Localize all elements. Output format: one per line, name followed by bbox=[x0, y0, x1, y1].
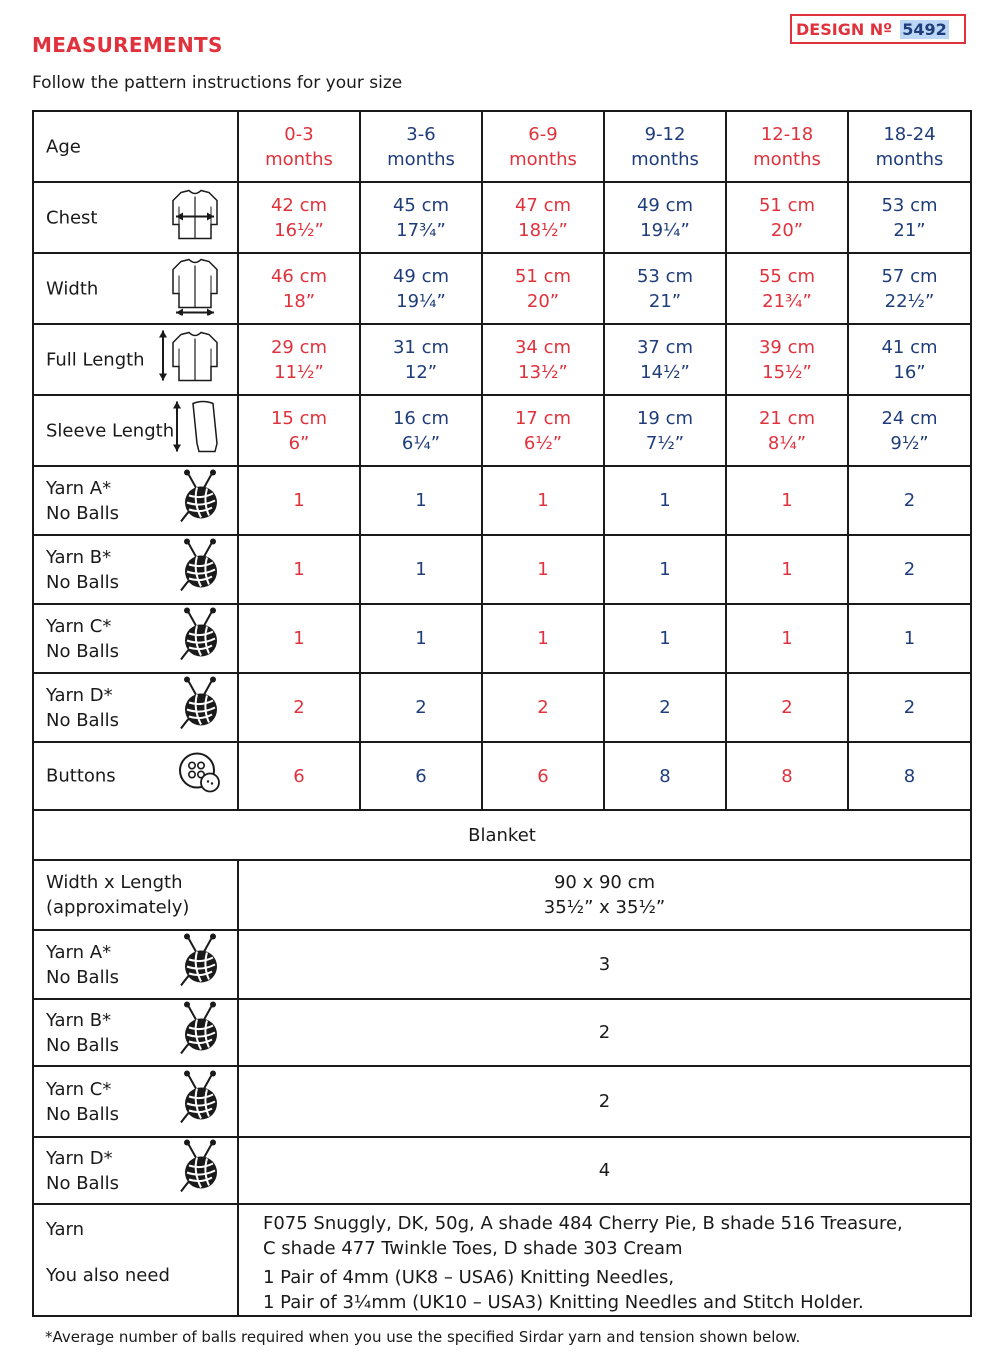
size-header bbox=[482, 111, 604, 182]
blanket-balls-cell: 3 bbox=[238, 930, 971, 999]
measure-cell: 16 cm 6¼” bbox=[360, 395, 482, 466]
balls-cell: 2 bbox=[238, 673, 360, 742]
balls-cell: 1 bbox=[726, 604, 848, 673]
size-range: 9-12 bbox=[644, 123, 686, 145]
materials-row bbox=[33, 1204, 971, 1316]
row-label: Yarn C* No Balls bbox=[46, 615, 119, 662]
length-cardigan-icon bbox=[159, 326, 223, 393]
blanket-size-row bbox=[33, 860, 971, 930]
measure-cell: 47 cm 18½” bbox=[482, 182, 604, 253]
yarn-c-row bbox=[33, 604, 971, 673]
yarn-ball-icon bbox=[177, 538, 223, 601]
blanket-balls-cell: 2 bbox=[238, 999, 971, 1066]
measure-cell: 49 cm 19¼” bbox=[604, 182, 726, 253]
size-unit: months bbox=[509, 148, 577, 170]
size-range: 18-24 bbox=[883, 123, 936, 145]
chest-label-cell bbox=[33, 182, 238, 253]
age-row bbox=[33, 111, 971, 182]
balls-cell: 2 bbox=[848, 535, 971, 604]
row-label: Full Length bbox=[46, 349, 145, 370]
yarn-ball-icon bbox=[177, 607, 223, 670]
footnote: *Average number of balls required when you use the specified Sirdar yarn and tension shown below. bbox=[45, 1328, 801, 1346]
balls-cell: 1 bbox=[238, 466, 360, 535]
measure-cell: 15 cm 6” bbox=[238, 395, 360, 466]
balls-cell: 1 bbox=[360, 535, 482, 604]
balls-cell: 1 bbox=[482, 466, 604, 535]
size-range: 0-3 bbox=[284, 123, 314, 145]
yarn-ball-icon bbox=[177, 1070, 223, 1133]
yarn-line: F075 Snuggly, DK, 50g, A shade 484 Cherry Pie, B shade 516 Treasure, bbox=[263, 1213, 903, 1234]
size-range: 6-9 bbox=[528, 123, 558, 145]
blanket-heading: Blanket bbox=[33, 810, 971, 860]
buttons-cell: 8 bbox=[604, 742, 726, 810]
size-header bbox=[360, 111, 482, 182]
blanket-balls-cell: 2 bbox=[238, 1066, 971, 1137]
buttons-cell: 6 bbox=[482, 742, 604, 810]
blanket-heading-row bbox=[33, 810, 971, 860]
measure-cell: 39 cm 15½” bbox=[726, 324, 848, 395]
age-label-cell bbox=[33, 111, 238, 182]
row-label: Yarn B* No Balls bbox=[46, 546, 119, 593]
balls-cell: 1 bbox=[482, 535, 604, 604]
row-label: Yarn C* No Balls bbox=[46, 1078, 119, 1125]
row-label: Yarn A* No Balls bbox=[46, 477, 119, 524]
yarn-a-label-cell bbox=[33, 466, 238, 535]
yarn-ball-icon bbox=[177, 469, 223, 532]
full-length-row bbox=[33, 324, 971, 395]
materials-label-cell bbox=[33, 1204, 238, 1316]
measurements-table bbox=[32, 110, 972, 1317]
age-label: Age bbox=[46, 136, 81, 157]
blanket-yarn-a-row bbox=[33, 930, 971, 999]
you-also-need-label: You also need bbox=[46, 1265, 170, 1286]
measure-cell: 29 cm 11½” bbox=[238, 324, 360, 395]
blanket-yarn-a-label-cell bbox=[33, 930, 238, 999]
blanket-yarn-d-label-cell bbox=[33, 1137, 238, 1204]
balls-cell: 2 bbox=[604, 673, 726, 742]
yarn-ball-icon bbox=[177, 1139, 223, 1202]
balls-cell: 1 bbox=[604, 604, 726, 673]
size-header bbox=[848, 111, 971, 182]
yarn-c-label-cell bbox=[33, 604, 238, 673]
row-label: Sleeve Length bbox=[46, 420, 175, 441]
yarn-b-label-cell bbox=[33, 535, 238, 604]
size-unit: months bbox=[387, 148, 455, 170]
size-unit: months bbox=[631, 148, 699, 170]
blanket-yarn-b-label-cell bbox=[33, 999, 238, 1066]
measure-cell: 37 cm 14½” bbox=[604, 324, 726, 395]
measure-cell: 51 cm 20” bbox=[726, 182, 848, 253]
measure-cell: 57 cm 22½” bbox=[848, 253, 971, 324]
sleeve-icon bbox=[171, 397, 223, 464]
yarn-d-row bbox=[33, 673, 971, 742]
design-number-box bbox=[790, 14, 966, 44]
yarn-a-row bbox=[33, 466, 971, 535]
size-unit: months bbox=[753, 148, 821, 170]
measure-cell: 19 cm 7½” bbox=[604, 395, 726, 466]
width-row bbox=[33, 253, 971, 324]
page-title: MEASUREMENTS bbox=[32, 33, 223, 57]
balls-cell: 1 bbox=[726, 535, 848, 604]
buttons-cell: 6 bbox=[238, 742, 360, 810]
measure-cell: 21 cm 8¼” bbox=[726, 395, 848, 466]
row-label: Yarn D* No Balls bbox=[46, 1147, 119, 1194]
balls-cell: 2 bbox=[360, 673, 482, 742]
sleeve-length-row bbox=[33, 395, 971, 466]
row-label: Chest bbox=[46, 207, 98, 228]
yarn-line: C shade 477 Twinkle Toes, D shade 303 Cream bbox=[263, 1238, 683, 1259]
balls-cell: 1 bbox=[604, 466, 726, 535]
size-header bbox=[604, 111, 726, 182]
measure-cell: 34 cm 13½” bbox=[482, 324, 604, 395]
balls-cell: 2 bbox=[848, 466, 971, 535]
size-header bbox=[726, 111, 848, 182]
measure-cell: 41 cm 16” bbox=[848, 324, 971, 395]
yarn-label: Yarn bbox=[46, 1219, 85, 1240]
measure-cell: 24 cm 9½” bbox=[848, 395, 971, 466]
size-range: 3-6 bbox=[406, 123, 436, 145]
balls-cell: 1 bbox=[360, 604, 482, 673]
balls-cell: 2 bbox=[482, 673, 604, 742]
blanket-yarn-c-label-cell bbox=[33, 1066, 238, 1137]
row-label: Yarn A* No Balls bbox=[46, 941, 119, 988]
balls-cell: 1 bbox=[604, 535, 726, 604]
buttons-cell: 8 bbox=[848, 742, 971, 810]
measure-cell: 49 cm 19¼” bbox=[360, 253, 482, 324]
balls-cell: 1 bbox=[726, 466, 848, 535]
size-header bbox=[238, 111, 360, 182]
balls-cell: 1 bbox=[238, 535, 360, 604]
size-range: 12-18 bbox=[760, 123, 814, 145]
blanket-size-value: 90 x 90 cm 35½” x 35½” bbox=[238, 860, 971, 930]
measure-cell: 42 cm 16½” bbox=[238, 182, 360, 253]
materials-text-cell bbox=[238, 1204, 971, 1316]
buttons-label-cell bbox=[33, 742, 238, 810]
blanket-yarn-c-row bbox=[33, 1066, 971, 1137]
measure-cell: 51 cm 20” bbox=[482, 253, 604, 324]
buttons-cell: 8 bbox=[726, 742, 848, 810]
design-number: 5492 bbox=[902, 19, 947, 39]
buttons-row bbox=[33, 742, 971, 810]
sleeve-length-label-cell bbox=[33, 395, 238, 466]
measure-cell: 31 cm 12” bbox=[360, 324, 482, 395]
measure-cell: 53 cm 21” bbox=[848, 182, 971, 253]
row-label: Width bbox=[46, 278, 99, 299]
measure-cell: 46 cm 18” bbox=[238, 253, 360, 324]
blanket-size-label-cell bbox=[33, 860, 238, 930]
page-subtitle: Follow the pattern instructions for your size bbox=[32, 73, 403, 93]
measure-cell: 17 cm 6½” bbox=[482, 395, 604, 466]
design-label: DESIGN Nº bbox=[796, 19, 893, 39]
balls-cell: 1 bbox=[482, 604, 604, 673]
row-label: Buttons bbox=[46, 765, 116, 787]
measure-cell: 55 cm 21¾” bbox=[726, 253, 848, 324]
chest-cardigan-icon bbox=[167, 186, 223, 249]
yarn-ball-icon bbox=[177, 676, 223, 739]
blanket-balls-cell: 4 bbox=[238, 1137, 971, 1204]
yarn-b-row bbox=[33, 535, 971, 604]
balls-cell: 1 bbox=[238, 604, 360, 673]
row-label: Yarn D* No Balls bbox=[46, 684, 119, 731]
width-cardigan-icon bbox=[167, 255, 223, 322]
yarn-ball-icon bbox=[177, 933, 223, 996]
chest-row bbox=[33, 182, 971, 253]
measure-cell: 45 cm 17¾” bbox=[360, 182, 482, 253]
measure-cell: 53 cm 21” bbox=[604, 253, 726, 324]
row-label: Yarn B* No Balls bbox=[46, 1009, 119, 1056]
balls-cell: 2 bbox=[848, 673, 971, 742]
width-label-cell bbox=[33, 253, 238, 324]
buttons-cell: 6 bbox=[360, 742, 482, 810]
yarn-ball-icon bbox=[177, 1001, 223, 1064]
balls-cell: 1 bbox=[360, 466, 482, 535]
balls-cell: 1 bbox=[848, 604, 971, 673]
size-unit: months bbox=[265, 148, 333, 170]
button-icon bbox=[177, 750, 223, 803]
row-label: Width x Length (approximately) bbox=[46, 872, 190, 918]
yarn-d-label-cell bbox=[33, 673, 238, 742]
blanket-yarn-b-row bbox=[33, 999, 971, 1066]
blanket-yarn-d-row bbox=[33, 1137, 971, 1204]
size-unit: months bbox=[875, 148, 944, 170]
needles-line: 1 Pair of 3¼mm (UK10 – USA3) Knitting Needles and Stitch Holder. bbox=[263, 1292, 864, 1313]
balls-cell: 2 bbox=[726, 673, 848, 742]
full-length-label-cell bbox=[33, 324, 238, 395]
needles-line: 1 Pair of 4mm (UK8 – USA6) Knitting Needles, bbox=[263, 1267, 675, 1288]
